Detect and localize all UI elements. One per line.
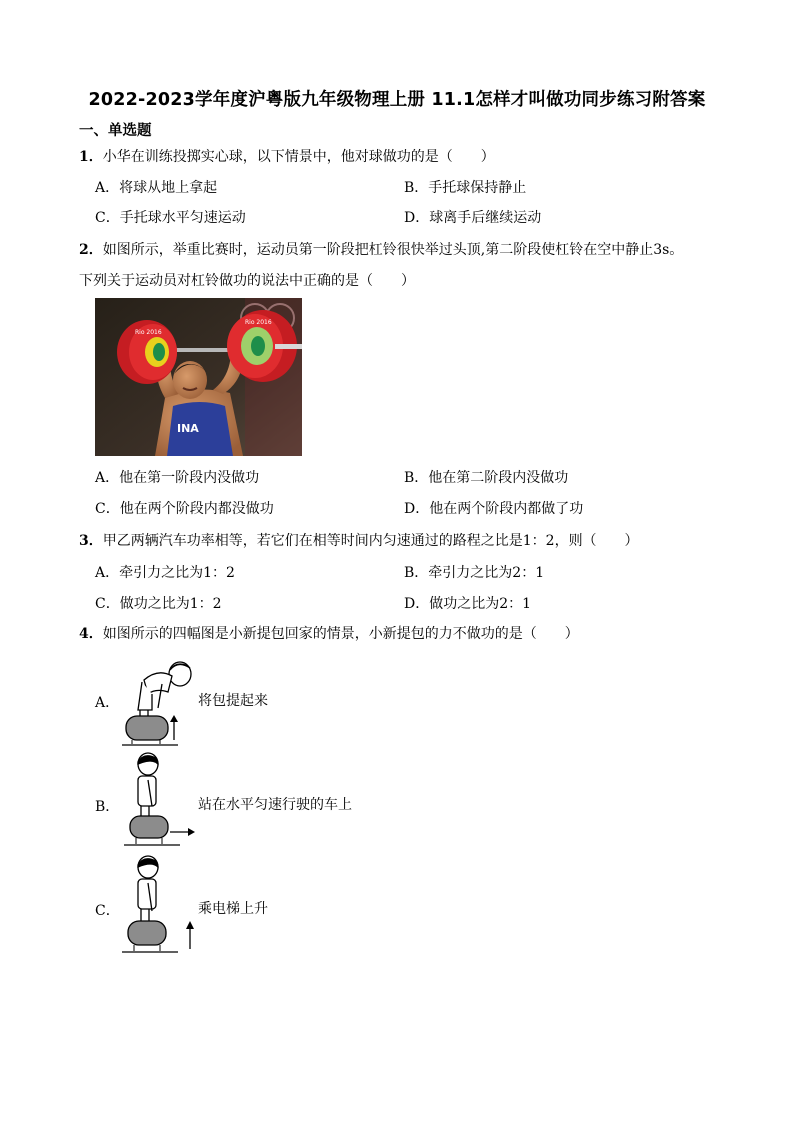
weightlifter-photo <box>95 298 302 456</box>
figure-b-caption: 站在水平匀速行驶的车上 <box>198 797 352 813</box>
option-2a: A．他在第一阶段内没做功 <box>95 470 260 486</box>
question-text: 如图所示，举重比赛时，运动员第一阶段把杠铃很快举过头顶,第二阶段使杠铃在空中静止3s。 <box>102 242 684 258</box>
figure-c-caption: 乘电梯上升 <box>198 901 268 917</box>
question-number: 4． <box>79 626 103 642</box>
figure-c-letter: C． <box>95 903 120 919</box>
plate-logo-left: Rio 2016 <box>135 329 162 336</box>
option-3b: B．牵引力之比为2：1 <box>404 565 545 581</box>
figure-a-letter: A． <box>95 695 120 711</box>
question-4 <box>79 623 579 643</box>
option-1c: C．手托球水平匀速运动 <box>95 210 246 226</box>
figure-a-caption: 将包提起来 <box>198 693 268 709</box>
option-1b: B．手托球保持静止 <box>404 180 527 196</box>
question-2-line2: 下列关于运动员对杠铃做功的说法中正确的是（ ） <box>79 273 415 289</box>
figure-a-drawing <box>118 658 198 754</box>
question-number: 3． <box>79 533 103 549</box>
photo-bib-text: INA <box>177 422 199 435</box>
question-1 <box>79 146 495 166</box>
option-2c: C．他在两个阶段内都没做功 <box>95 501 274 517</box>
question-text: 如图所示的四幅图是小新提包回家的情景，小新提包的力不做功的是（ ） <box>102 626 579 642</box>
question-text: 小华在训练投掷实心球，以下情景中，他对球做功的是（ ） <box>102 149 495 165</box>
plate-logo-right: Rio 2016 <box>245 319 272 326</box>
question-text: 甲乙两辆汽车功率相等，若它们在相等时间内匀速通过的路程之比是1：2，则（ ） <box>102 533 639 549</box>
question-number: 1． <box>79 149 103 165</box>
option-2d: D．他在两个阶段内都做了功 <box>404 501 584 517</box>
option-3a: A．牵引力之比为1：2 <box>95 565 235 581</box>
figure-b-letter: B． <box>95 799 120 815</box>
option-1d: D．球离手后继续运动 <box>404 210 542 226</box>
question-number: 2． <box>79 242 103 258</box>
option-2b: B．他在第二阶段内没做功 <box>404 470 569 486</box>
section-heading: 一、单选题 <box>79 123 152 139</box>
page-title: 2022-2023学年度沪粤版九年级物理上册 11.1怎样才叫做功同步练习附答案 <box>88 90 706 110</box>
figure-c-drawing <box>116 855 196 961</box>
option-1a: A．将球从地上拿起 <box>95 180 218 196</box>
question-3 <box>79 530 639 550</box>
option-3d: D．做功之比为2：1 <box>404 596 532 612</box>
figure-b-drawing <box>118 752 198 856</box>
option-3c: C．做功之比为1：2 <box>95 596 222 612</box>
question-2 <box>79 239 683 259</box>
